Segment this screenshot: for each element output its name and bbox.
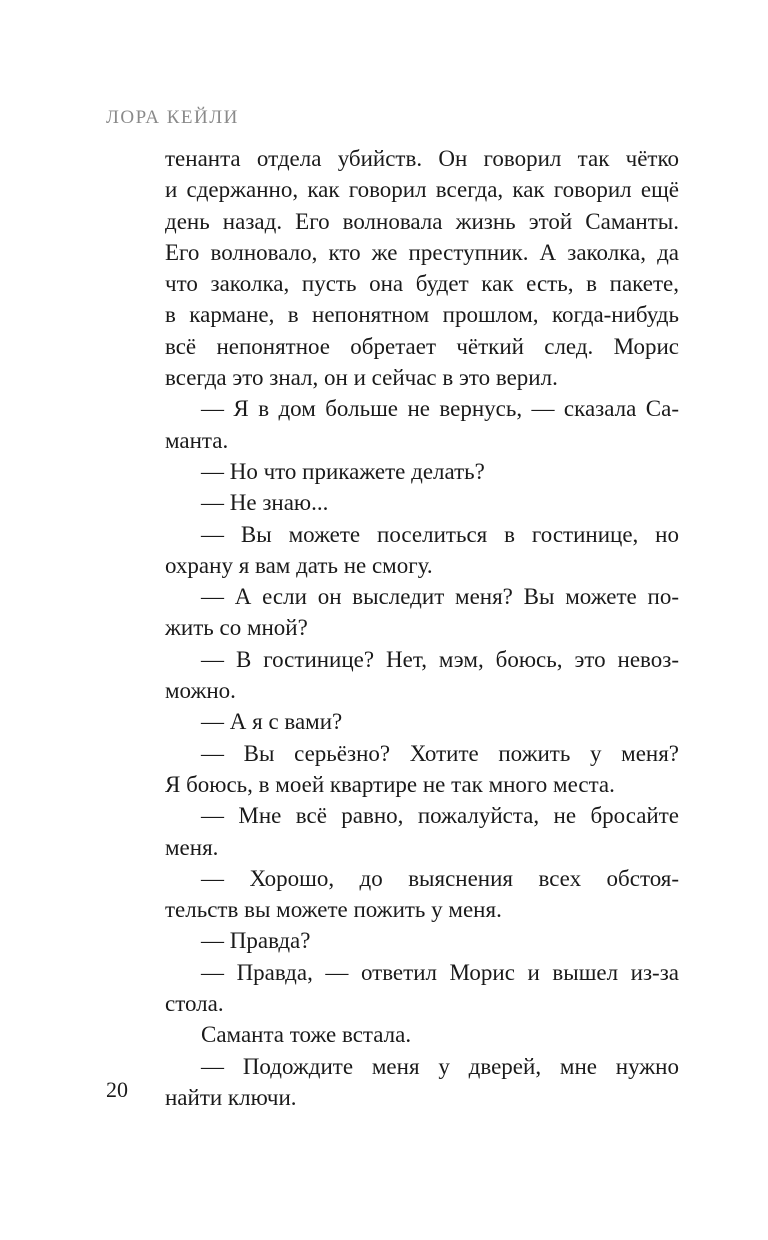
- text-line: — Хорошо, до выяснения всех обстоя-: [201, 865, 679, 891]
- text-line: Я боюсь, в моей квартире не так много места.: [165, 771, 615, 797]
- text-line: — Правда?: [201, 928, 311, 954]
- page-number: 20: [106, 1077, 128, 1102]
- text-line: — Не знаю...: [201, 490, 329, 516]
- text-line: — А я с вами?: [201, 709, 343, 735]
- text-line: найти ключи.: [165, 1084, 297, 1110]
- text-line: и сдержанно, как говорил всегда, как говорил ещё: [165, 177, 679, 203]
- text-line: тенанта отдела убийств. Он говорил так чётко: [165, 146, 679, 171]
- text-line: Саманта тоже встала.: [201, 1022, 412, 1048]
- text-line: тельств вы можете пожить у меня.: [165, 897, 502, 923]
- body-text: [165, 143, 679, 1113]
- text-line: что заколка, пусть она будет как есть, в пакете,: [165, 271, 679, 297]
- text-line: в кармане, в непонятном прошлом, когда-нибудь: [165, 302, 679, 328]
- text-line: меня.: [165, 834, 219, 860]
- text-line: всё непонятное обретает чёткий след. Морис: [165, 333, 679, 359]
- text-line: всегда это знал, он и сейчас в это верил.: [165, 365, 558, 391]
- text-line: — Правда, — ответил Морис и вышел из-за: [201, 959, 679, 985]
- text-line: — Вы можете поселиться в гостинице, но: [201, 521, 679, 547]
- text-line: охрану я вам дать не смогу.: [165, 552, 433, 578]
- text-line: — Я в дом больше не вернусь, — сказала Са-: [201, 396, 679, 422]
- text-line: — Мне всё равно, пожалуйста, не бросайте: [201, 803, 679, 829]
- text-line: Его волновало, кто же преступник. А заколка, да: [165, 239, 679, 265]
- text-line: манта.: [165, 427, 229, 453]
- text-line: жить со мной?: [165, 615, 308, 641]
- text-line: — А если он выследит меня? Вы можете по-: [201, 584, 679, 610]
- text-line: стола.: [165, 991, 224, 1017]
- text-line: — В гостинице? Нет, мэм, боюсь, это невоз-: [201, 646, 679, 672]
- text-line: — Но что прикажете делать?: [201, 458, 485, 484]
- text-line: можно.: [165, 678, 236, 704]
- running-head: ЛОРА КЕЙЛИ: [106, 107, 239, 128]
- text-line: — Подождите меня у дверей, мне нужно: [201, 1053, 679, 1079]
- text-line: день назад. Его волновала жизнь этой Саманты.: [165, 208, 679, 234]
- text-line: — Вы серьёзно? Хотите пожить у меня?: [201, 740, 679, 766]
